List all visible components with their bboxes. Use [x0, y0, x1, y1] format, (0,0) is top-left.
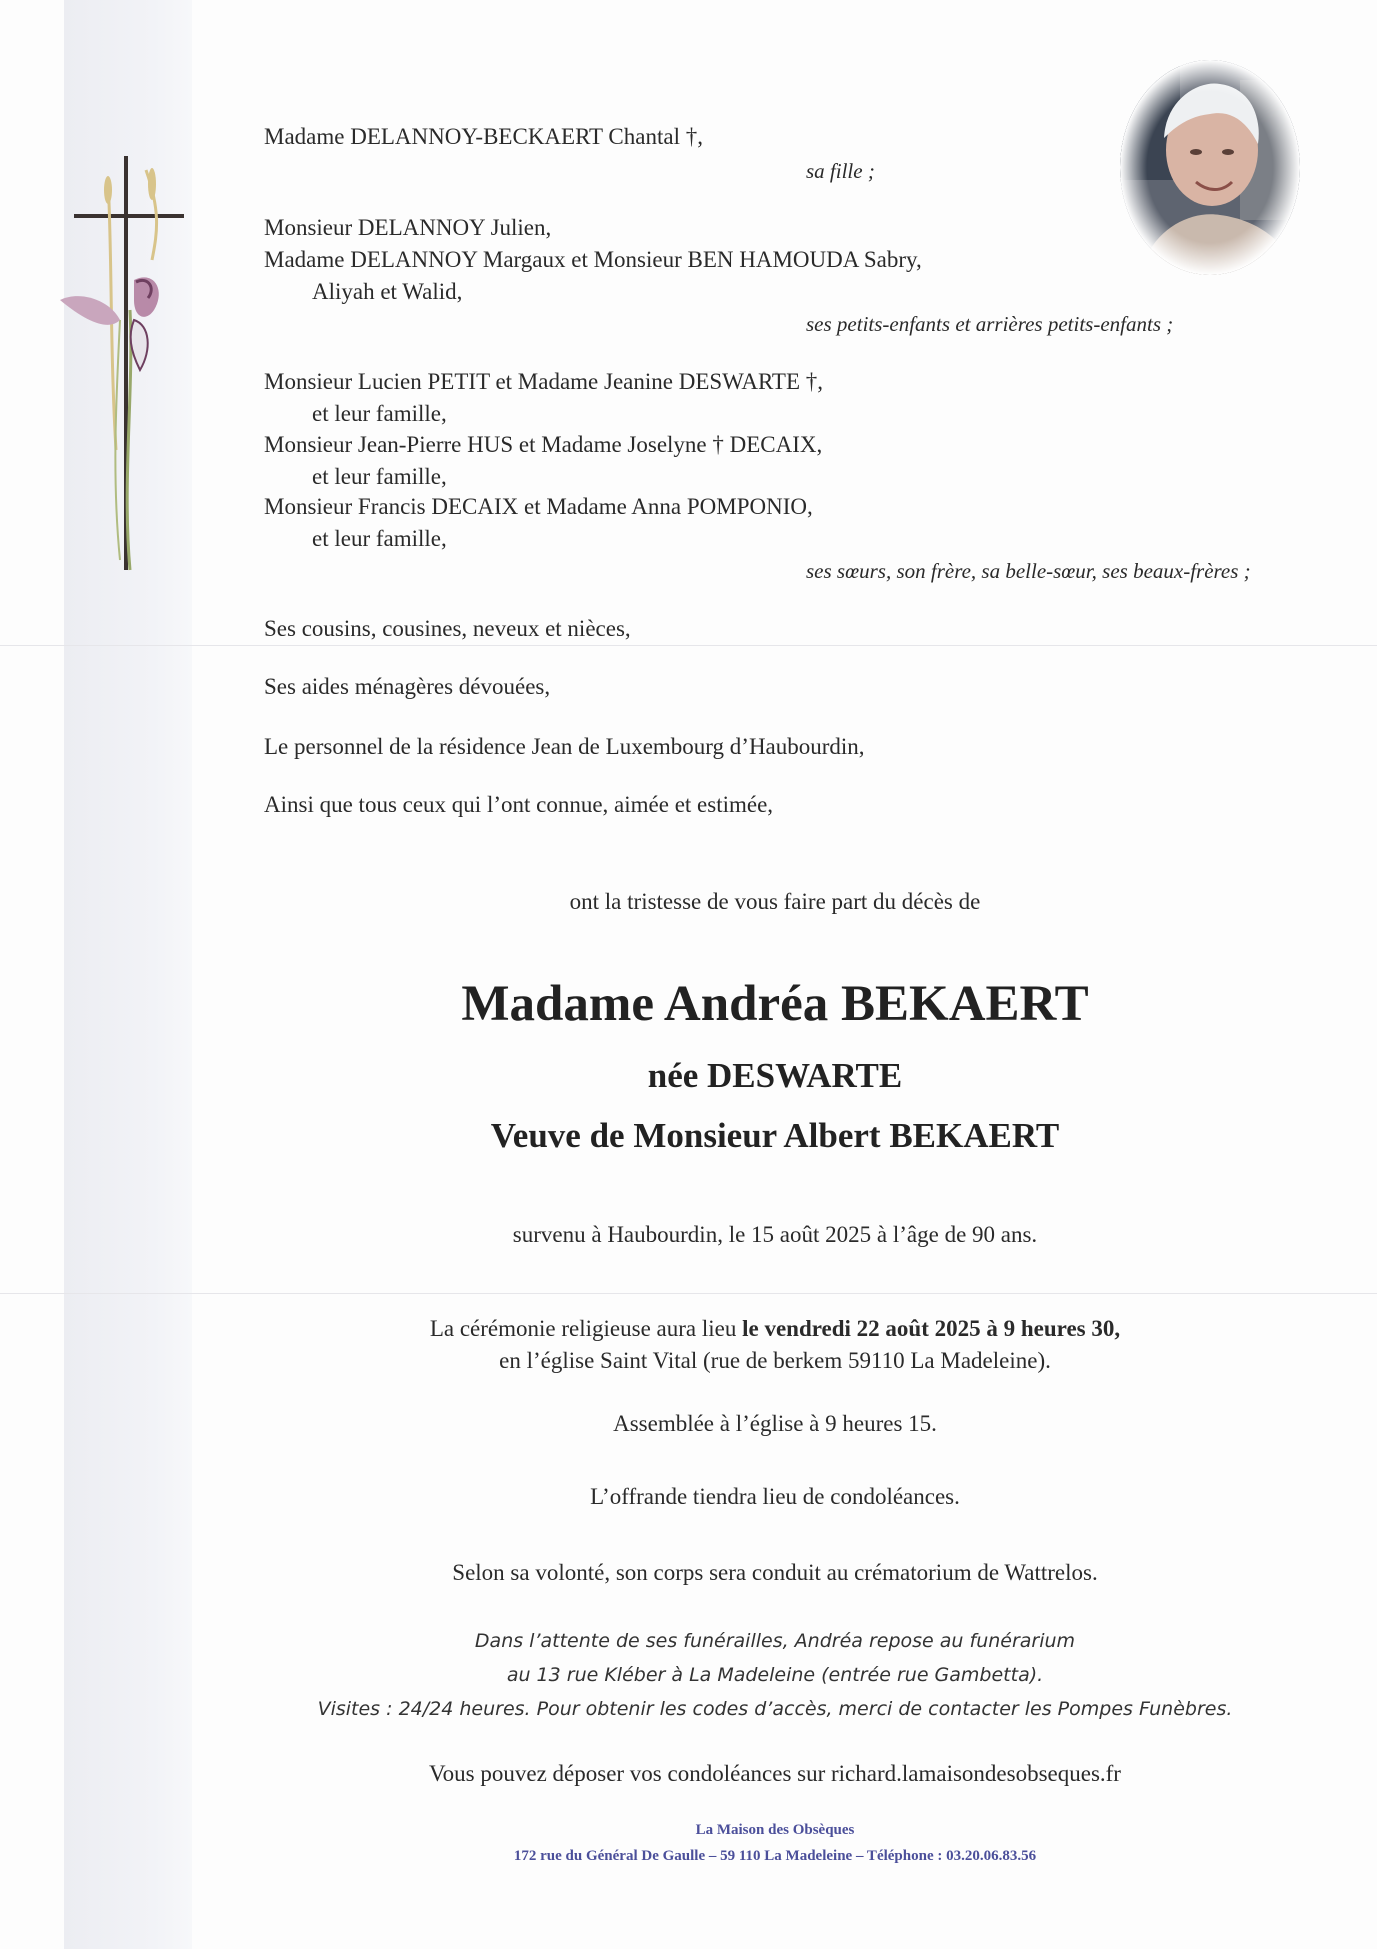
family-line: Monsieur DELANNOY Julien,	[264, 215, 552, 240]
family-line: et leur famille,	[312, 526, 447, 551]
family-line: Monsieur Francis DECAIX et Madame Anna POMPONIO,	[264, 494, 813, 519]
visiting-hours: Visites : 24/24 heures. Pour obtenir les codes d’accès, merci de contacter les Pompes Funèbres.	[317, 1698, 1233, 1720]
funeral-home-name: La Maison des Obsèques	[695, 1822, 855, 1838]
announcement-line: ont la tristesse de vous faire part du décès de	[569, 889, 981, 914]
family-line: Le personnel de la résidence Jean de Luxembourg d’Haubourdin,	[264, 734, 865, 759]
relation-label: sa fille ;	[806, 159, 875, 183]
deceased-name: Madame Andréa BEKAERT	[461, 976, 1089, 1032]
assembly-time: Assemblée à l’église à 9 heures 15.	[613, 1411, 937, 1436]
relation-label: ses petits-enfants et arrières petits-enfants ;	[806, 312, 1174, 336]
funeral-home-address: 172 rue du Général De Gaulle – 59 110 La Madeleine – Téléphone : 03.20.06.83.56	[513, 1848, 1037, 1864]
widow-line: Veuve de Monsieur Albert BEKAERT	[490, 1116, 1060, 1155]
portrait-photo	[1120, 60, 1300, 275]
fold-line	[0, 1293, 1377, 1294]
relation-label: ses sœurs, son frère, sa belle-sœur, ses beaux-frères ;	[806, 559, 1251, 583]
cross-lily-icon	[50, 150, 210, 580]
family-line: Ainsi que tous ceux qui l’ont connue, aimée et estimée,	[264, 792, 774, 817]
family-line: Madame DELANNOY Margaux et Monsieur BEN HAMOUDA Sabry,	[264, 247, 922, 272]
death-details: survenu à Haubourdin, le 15 août 2025 à l’âge de 90 ans.	[512, 1222, 1038, 1247]
cremation-note: Selon sa volonté, son corps sera conduit au crématorium de Wattrelos.	[452, 1560, 1098, 1585]
ceremony-line: La cérémonie religieuse aura lieu le vendredi 22 août 2025 à 9 heures 30,	[429, 1316, 1121, 1341]
family-line: Madame DELANNOY-BECKAERT Chantal †,	[264, 124, 703, 149]
ceremony-place: en l’église Saint Vital (rue de berkem 59110 La Madeleine).	[499, 1348, 1051, 1373]
family-line: Ses aides ménagères dévouées,	[264, 674, 551, 699]
offering-note: L’offrande tiendra lieu de condoléances.	[590, 1484, 960, 1509]
funerarium-note: au 13 rue Kléber à La Madeleine (entrée rue Gambetta).	[506, 1664, 1044, 1686]
family-line: Ses cousins, cousines, neveux et nièces,	[264, 616, 631, 641]
condolences-link[interactable]: Vous pouvez déposer vos condoléances sur richard.lamaisondesobseques.fr	[429, 1761, 1121, 1786]
family-line: Monsieur Lucien PETIT et Madame Jeanine DESWARTE †,	[264, 369, 824, 394]
family-line: Monsieur Jean-Pierre HUS et Madame Joselyne † DECAIX,	[264, 432, 823, 457]
family-line: Aliyah et Walid,	[312, 279, 463, 304]
family-line: et leur famille,	[312, 464, 447, 489]
family-line: et leur famille,	[312, 401, 447, 426]
maiden-name: née DESWARTE	[647, 1056, 903, 1095]
funerarium-note: Dans l’attente de ses funérailles, Andréa repose au funérarium	[474, 1630, 1076, 1652]
fold-line	[0, 645, 1377, 646]
